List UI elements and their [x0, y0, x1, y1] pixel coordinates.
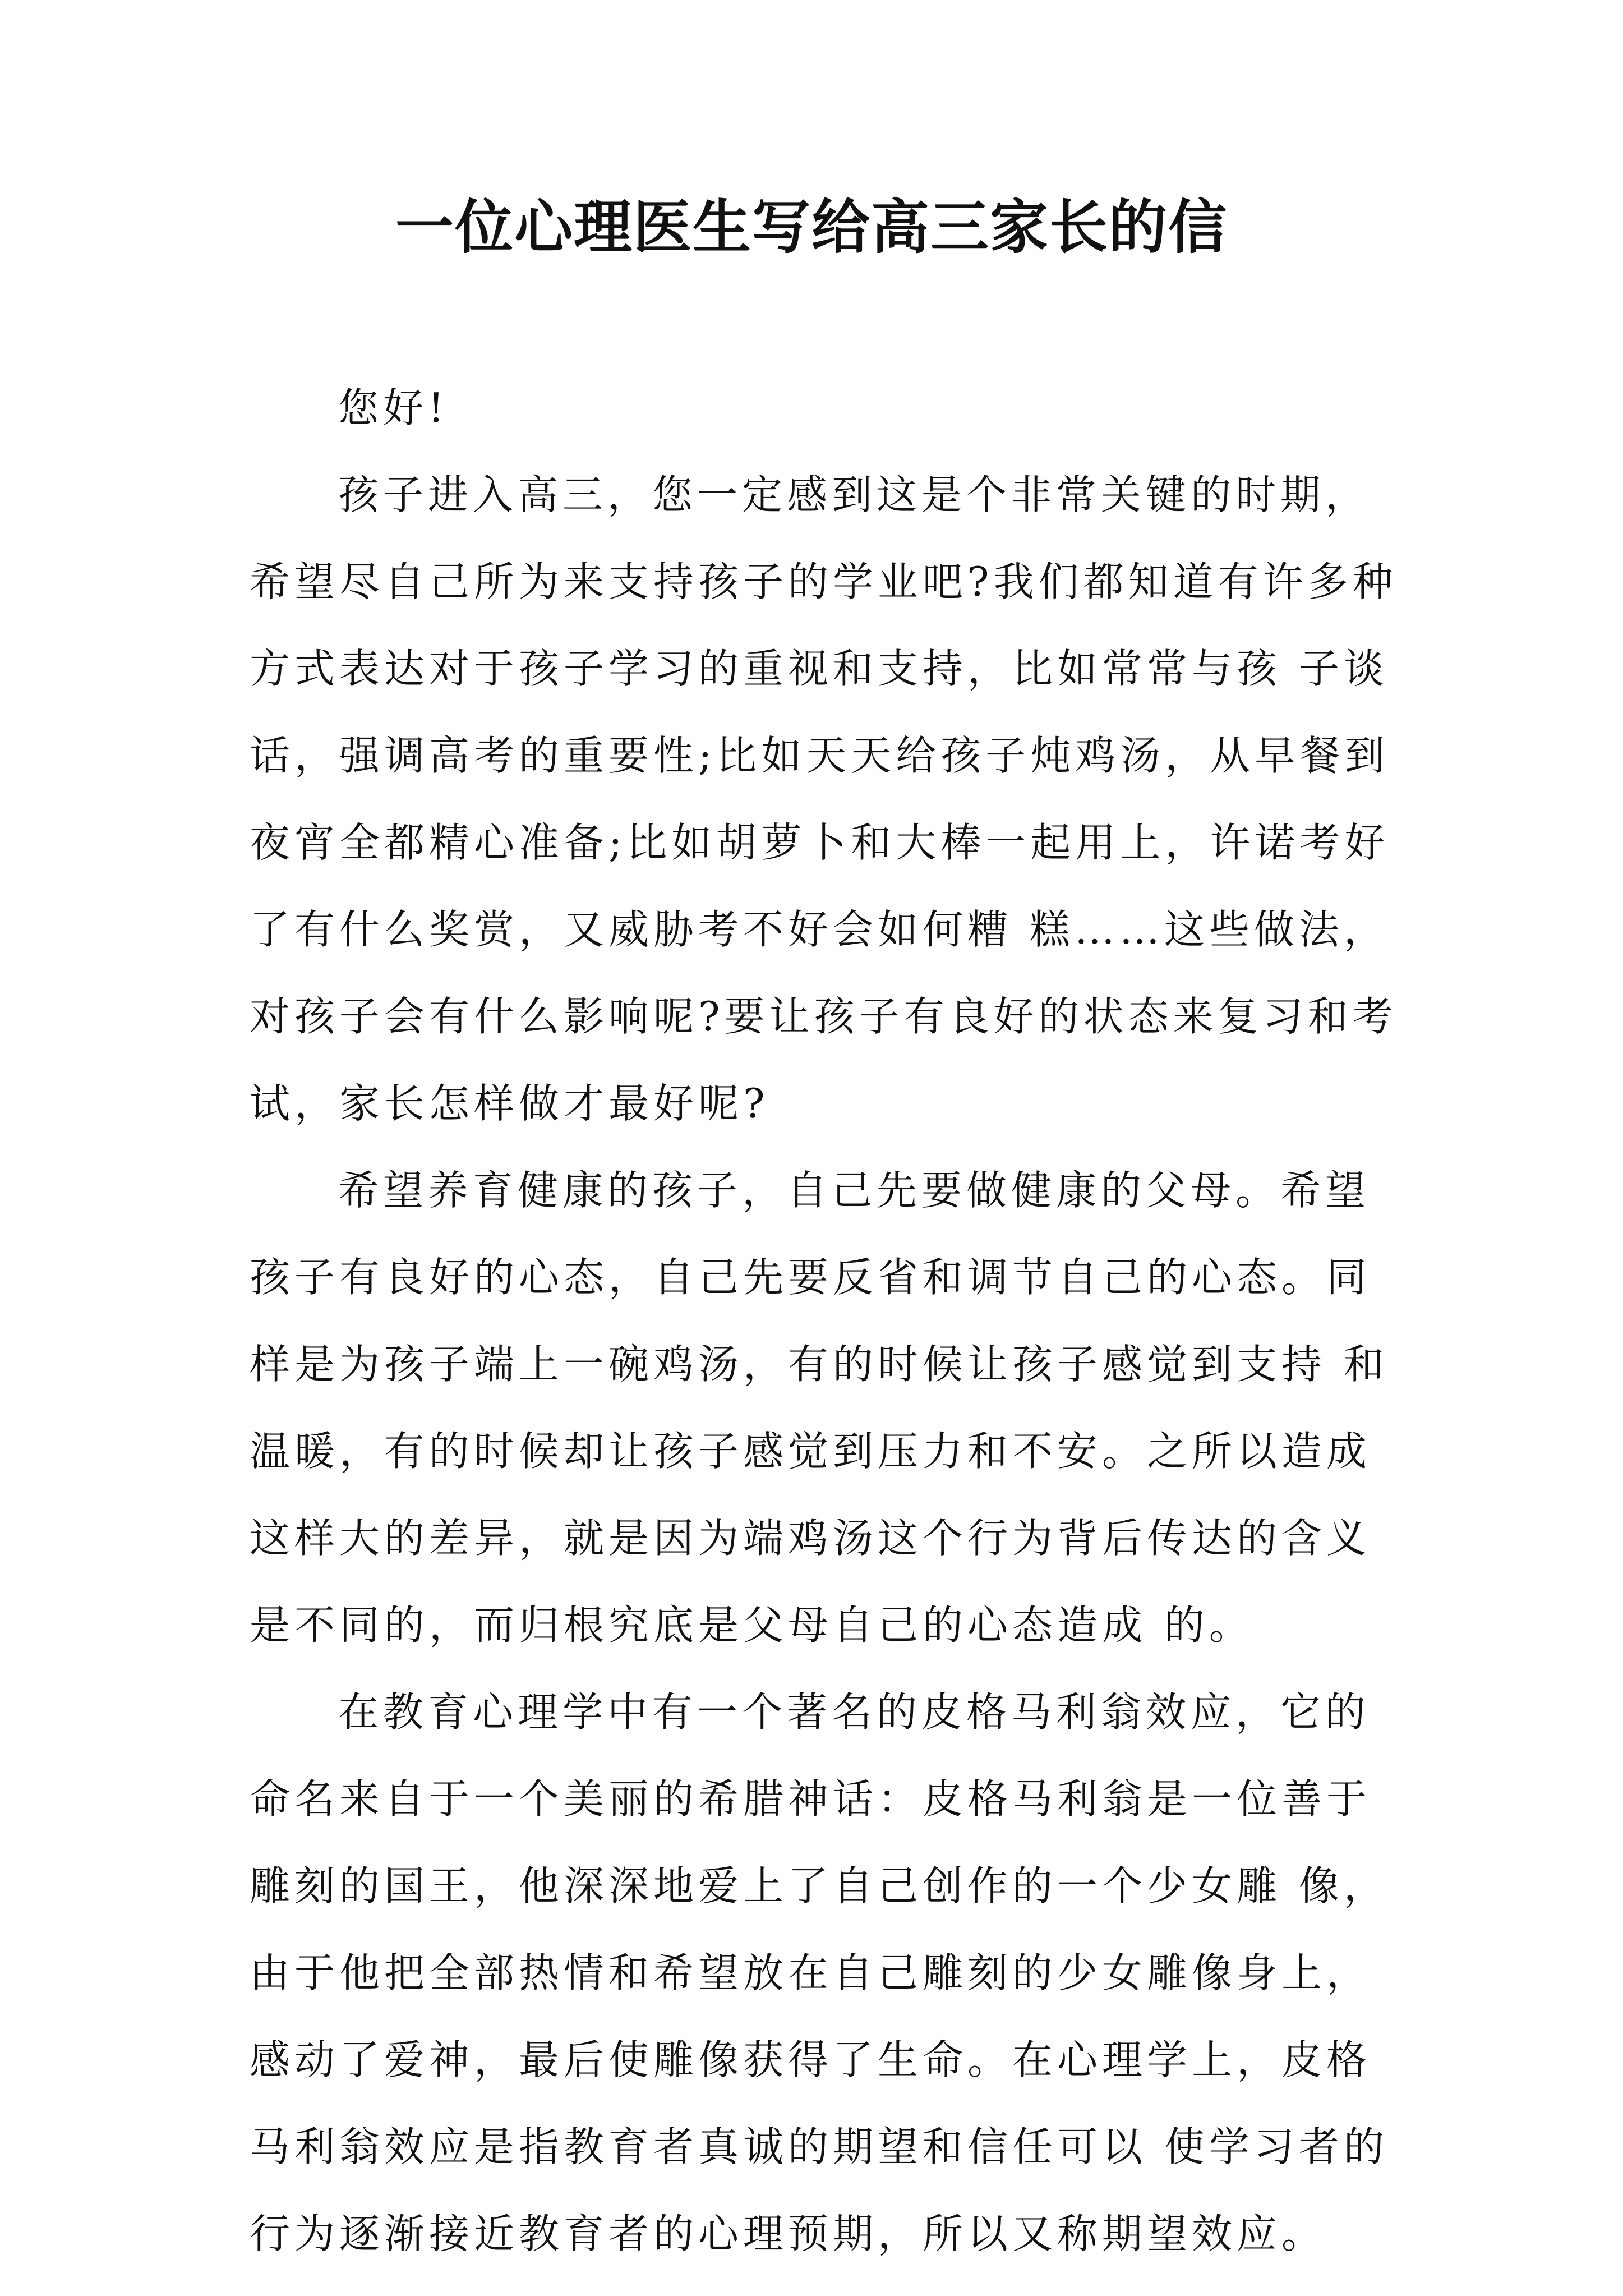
- letter-body: [250, 365, 1399, 2277]
- paragraph-2: 希望养育健康的孩子，自己先要做健康的父母。希望孩子有良好的心态，自己先要反省和调节自己的心态。同样是为孩子端上一碗鸡汤，有的时候让孩子感觉到支持 和温暖，有的时候却让孩子感觉到压力和不安。之所以造成这样大的差异，就是因为端鸡汤这个行为背后传达的含义是不同的，而归根究底是父母自己的心态造成 的。: [250, 1167, 1389, 1649]
- paragraph-3: 在教育心理学中有一个著名的皮格马利翁效应，它的命名来自于一个美丽的希腊神话：皮格马利翁是一位善于雕刻的国王，他深深地爱上了自己创作的一个少女雕 像，由于他把全部热情和希望放在自己雕刻的少女雕像身上，感动了爱神，最后使雕像获得了生命。在心理学上，皮格马利翁效应是指教育者真诚的期望和信任可以 使学习者的行为逐渐接近教育者的心理预期，所以又称期望效应。: [250, 1688, 1389, 2257]
- document-title: 一位心理医生写给高三家长的信: [395, 192, 1228, 261]
- paragraph-1: 孩子进入高三，您一定感到这是个非常关键的时期，希望尽自己所为来支持孩子的学业吧?我们都知道有许多种方式表达对于孩子学习的重视和支持，比如常常与孩 子谈话，强调高考的重要性;比如天天给孩子炖鸡汤，从早餐到夜宵全都精心准备;比如胡萝卜和大棒一起用上，许诺考好了有什么奖赏，又威胁考不好会如何糟 糕……这些做法，对孩子会有什么影响呢?要让孩子有良好的状态来复习和考试，家长怎样做才最好呢?: [250, 471, 1398, 1127]
- greeting: 您好!: [338, 384, 449, 431]
